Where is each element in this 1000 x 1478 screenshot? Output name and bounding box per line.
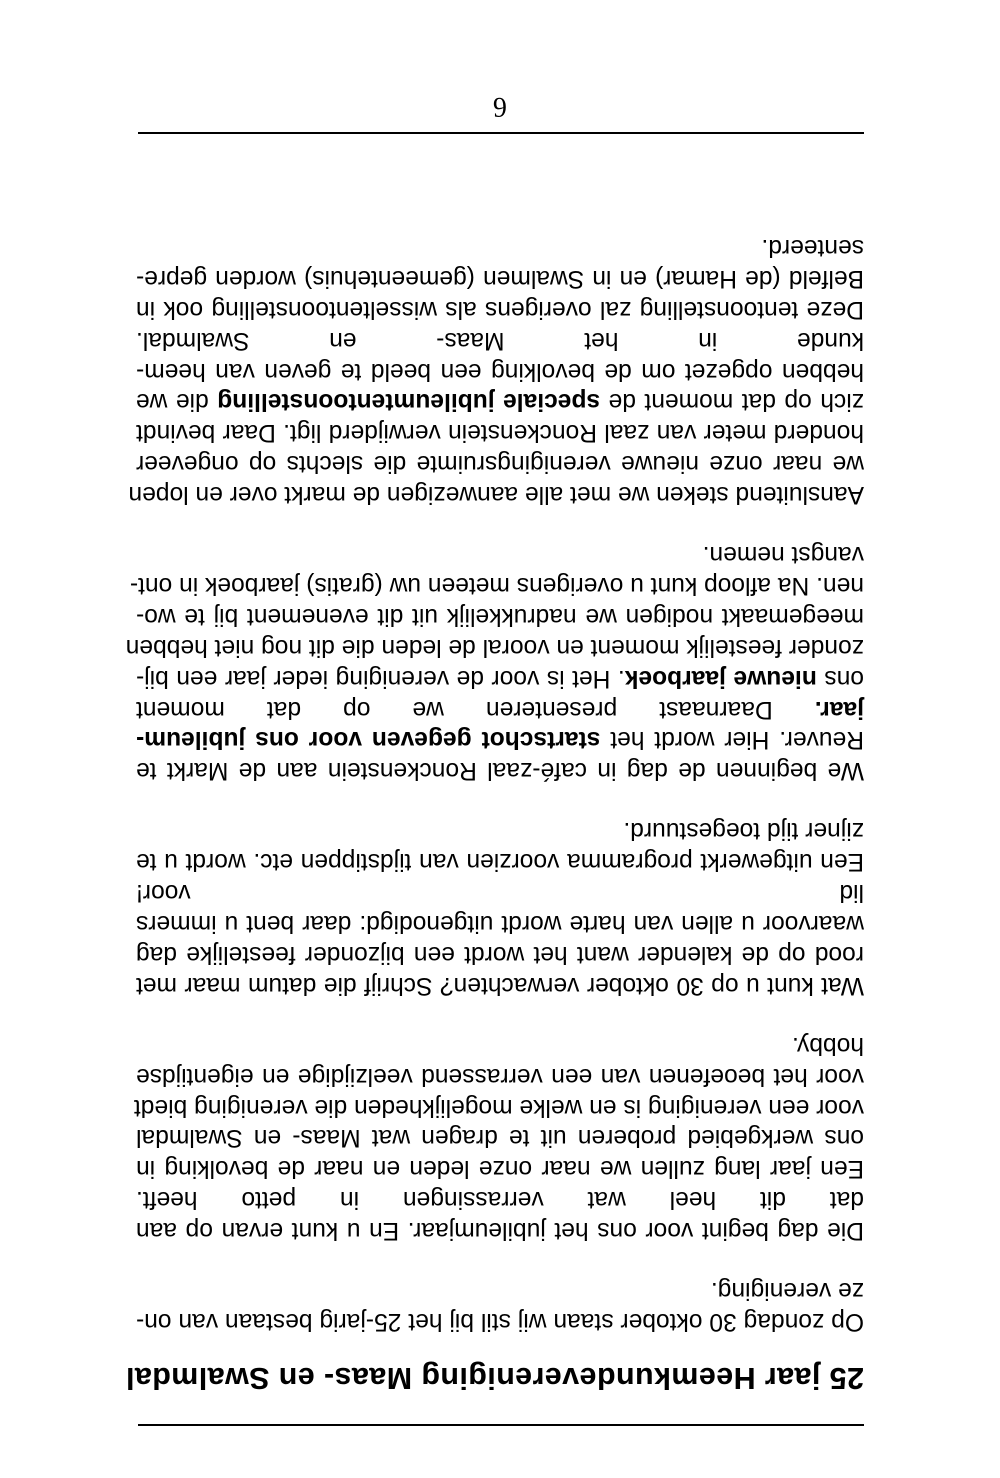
text-line bbox=[136, 845, 864, 876]
text-run: Een uitgewerkt programma voorzien van tijdstippen etc. wordt u te bbox=[136, 848, 864, 876]
text-line bbox=[136, 1122, 864, 1153]
text-run: vangst nemen. bbox=[702, 541, 864, 569]
text-line bbox=[136, 724, 864, 755]
text-line bbox=[136, 231, 864, 262]
text-line bbox=[136, 293, 864, 324]
text-run: Een jaar lang zullen we naar onze leden en naar de bevolking in bbox=[136, 1155, 864, 1183]
text-run: Daarnaast presenteren we op dat moment bbox=[136, 695, 815, 723]
article-body bbox=[125, 202, 864, 1336]
text-run: meegemaakt nodigen we nadrukkelijk uit dit evenement bij te wo- bbox=[136, 602, 864, 630]
paragraph bbox=[133, 1029, 864, 1245]
text-line bbox=[136, 538, 864, 569]
text-line bbox=[136, 1060, 864, 1091]
text-run: rood op de kalender want het wordt een bijzonder feestelijke dag bbox=[136, 940, 864, 968]
text-run: Die dag begint voor ons het jubileumjaar. En u kunt ervan op aan bbox=[136, 1217, 864, 1245]
bold-text: speciale jubileumtentoonstelling bbox=[217, 388, 601, 416]
text-run: ze vereniging. bbox=[710, 1277, 864, 1305]
text-line bbox=[133, 1091, 864, 1122]
text-run: lid voor! bbox=[136, 879, 864, 907]
text-line bbox=[136, 1274, 864, 1305]
paragraph bbox=[136, 814, 864, 999]
article-title: 25 jaar Heemkundevereniging Maas- en Swalmdal bbox=[125, 1361, 864, 1395]
text-run: waarvoor u allen van harte wordt uitgenodigd: daar bent u immers bbox=[136, 910, 864, 938]
text-run: die we bbox=[135, 388, 218, 416]
text-run: hobby. bbox=[791, 1031, 864, 1059]
text-line bbox=[136, 386, 864, 417]
text-run: honderd meter van zaal Ronckenstein verwijderd ligt. Daar bevindt bbox=[136, 419, 864, 447]
text-run: Op zondag 30 oktober staan wij stil bij het 25-jarig bestaan van on- bbox=[136, 1308, 864, 1335]
text-line bbox=[136, 938, 864, 969]
text-line bbox=[136, 1214, 864, 1245]
text-run: ons bbox=[816, 664, 864, 692]
text-run: nen. Na afloop kunt u overigens meteen uw (gratis) jaarboek in ont- bbox=[129, 571, 864, 599]
text-run: . Het is voor de vereniging ieder jaar een bij- bbox=[136, 664, 625, 692]
text-run: zonder feestelijk moment en vooral de leden die dit nog niet hebben bbox=[125, 633, 864, 661]
text-line bbox=[136, 262, 864, 293]
text-line bbox=[129, 569, 864, 600]
text-line bbox=[128, 478, 864, 509]
paragraph bbox=[128, 231, 864, 509]
text-line bbox=[136, 1029, 864, 1060]
text-run: We beginnen de dag in café-zaal Ronckenstein aan de Markt te bbox=[136, 757, 864, 785]
text-run: Reuver. Hier wordt het bbox=[600, 726, 864, 754]
text-run: ons werkgebied proberen uit te dragen wat Maas- en Swalmdal bbox=[136, 1124, 864, 1152]
paragraph bbox=[125, 538, 864, 785]
bottom-rule bbox=[138, 132, 864, 134]
paragraph bbox=[136, 1274, 864, 1336]
text-run: hebben opgezet om de bevolking een beeld te geven van heem- bbox=[136, 357, 864, 385]
text-line bbox=[136, 447, 864, 478]
text-run: we naar onze nieuwe verenigingsruimte die slechts op ongeveer bbox=[136, 450, 864, 478]
text-line bbox=[136, 600, 864, 631]
text-run: voor een vereniging is en welke mogelijkheden die vereniging biedt bbox=[133, 1093, 864, 1121]
text-line bbox=[136, 814, 864, 845]
text-run: senteerd. bbox=[761, 233, 864, 261]
text-line bbox=[136, 416, 864, 447]
text-run: zich op dat moment de bbox=[600, 388, 864, 416]
text-line bbox=[136, 324, 864, 355]
text-line bbox=[136, 969, 864, 1000]
text-line bbox=[136, 355, 864, 386]
page-number: 6 bbox=[493, 91, 507, 122]
text-run: Belfeld (de Hamar) en in Swalmen (gemeentehuis) worden gepre- bbox=[136, 264, 864, 292]
text-line bbox=[136, 755, 864, 786]
bold-text: nieuwe jaarboek bbox=[624, 664, 817, 692]
text-run: dat dit heel wat verrassingen in petto heeft. bbox=[136, 1186, 864, 1214]
text-line bbox=[125, 631, 864, 662]
bold-text: jaar. bbox=[814, 695, 864, 723]
text-line bbox=[136, 1152, 864, 1183]
text-line bbox=[136, 662, 864, 693]
text-line bbox=[136, 907, 864, 938]
text-line bbox=[136, 876, 864, 907]
text-run: kunde in het Maas- en Swalmdal. bbox=[136, 326, 864, 354]
text-run: zijner tijd toegestuurd. bbox=[623, 817, 864, 845]
text-line bbox=[136, 1183, 864, 1214]
text-run: voor het beoefenen van een verrassend veelzijdige en eigentijdse bbox=[136, 1062, 864, 1090]
bold-text: startschot gegeven voor ons jubileum- bbox=[136, 726, 601, 754]
text-line bbox=[136, 693, 864, 724]
text-run: Aansluitend steken we met alle aanwezigen de markt over en lopen bbox=[128, 481, 864, 509]
text-run: Wat kunt u op 30 oktober verwachten? Schrijf die datum maar met bbox=[136, 971, 864, 999]
top-rule bbox=[138, 1424, 864, 1426]
text-run: Deze tentoonstelling zal overigens als wisseltentoonstelling ook in bbox=[136, 295, 864, 323]
text-line bbox=[136, 1305, 864, 1336]
